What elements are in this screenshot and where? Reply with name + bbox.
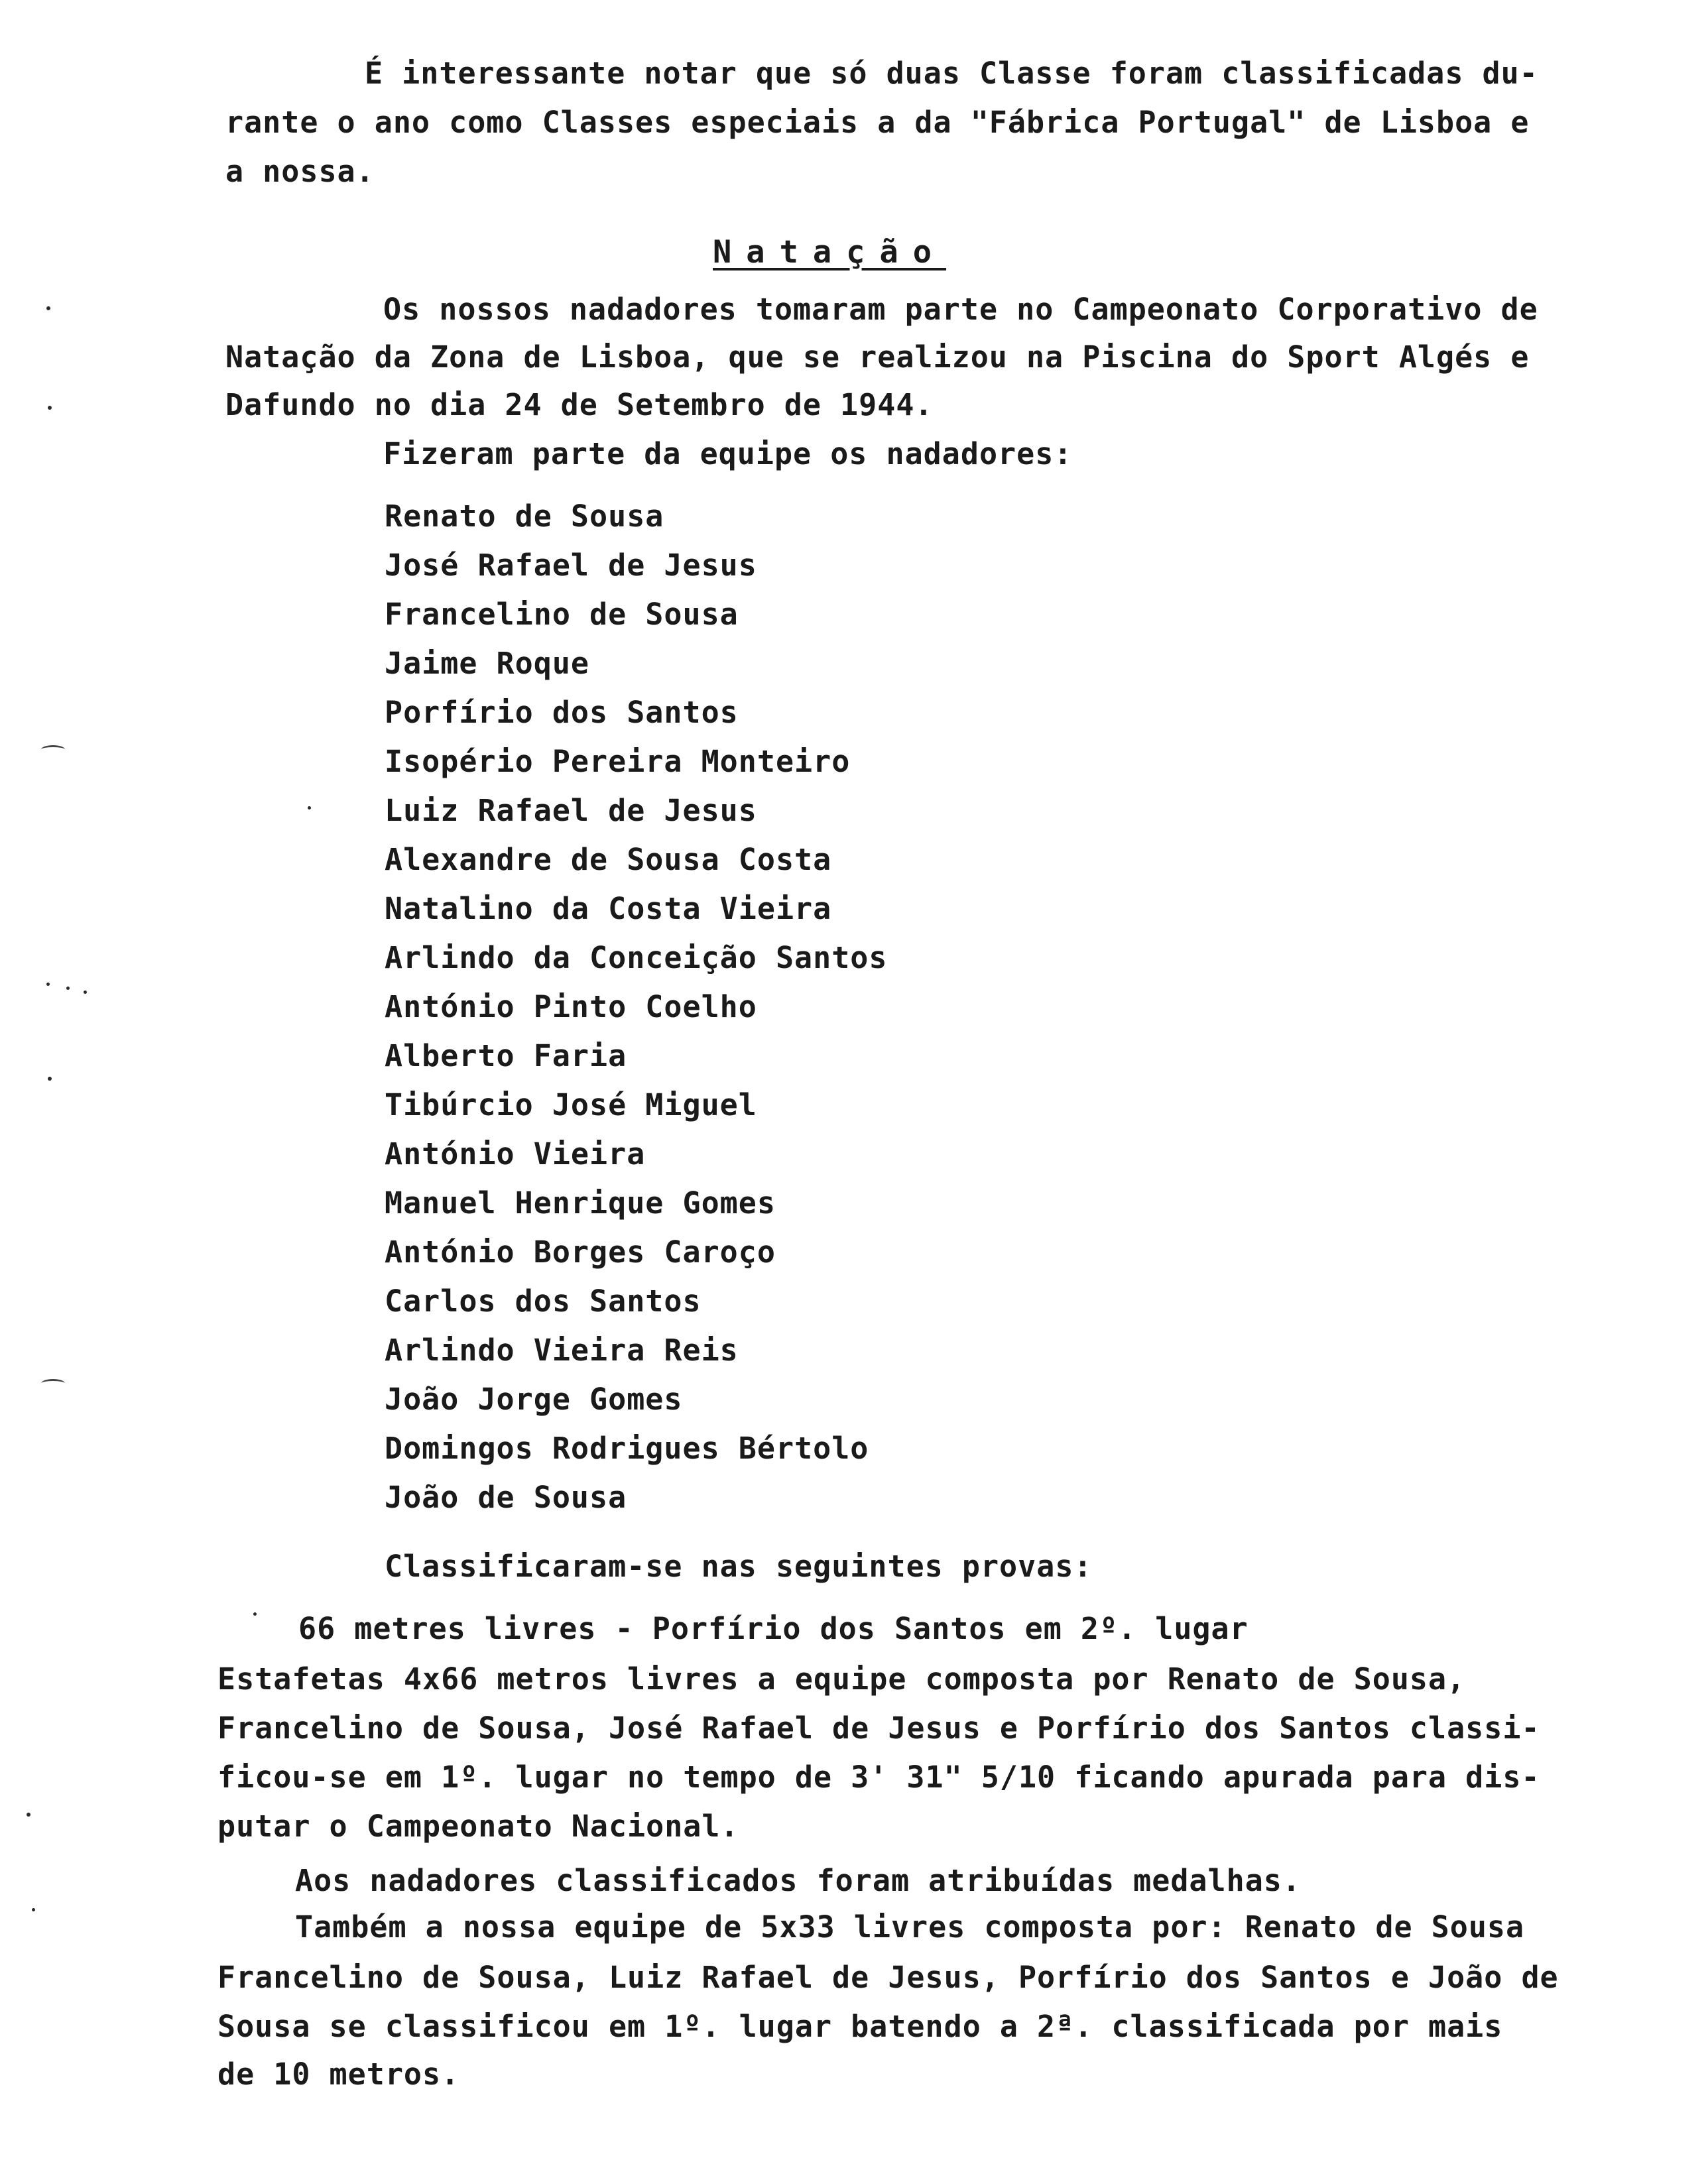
result-line-2: Estafetas 4x66 metros livres a equipe composta por Renato de Sousa, [217,1661,1466,1697]
list-item: António Pinto Coelho [385,989,757,1024]
result-line-4: ficou-se em 1º. lugar no tempo de 3' 31" 5/10 ficando apurada para dis- [217,1760,1540,1795]
paragraph-line-3: Dafundo no dia 24 de Setembro de 1944. [225,387,934,422]
list-item: António Borges Caroço [385,1234,776,1270]
medals-line: Aos nadadores classificados foram atribuídas medalhas. [295,1863,1301,1898]
scan-speck [66,987,70,990]
result-line-3: Francelino de Sousa, José Rafael de Jesus e Porfírio dos Santos classi- [217,1711,1540,1746]
list-item: Jaime Roque [385,646,590,681]
scan-speck [27,1813,30,1817]
scan-speck [46,306,50,310]
list-item: Tibúrcio José Miguel [385,1087,757,1122]
list-item: Porfírio dos Santos [385,695,739,730]
list-item: Arlindo Vieira Reis [385,1333,739,1368]
paragraph-line-1: Os nossos nadadores tomaram parte no Campeonato Corporativo de [383,292,1538,327]
list-item: Carlos dos Santos [385,1284,702,1319]
list-item: João Jorge Gomes [385,1382,683,1417]
result-line-5: putar o Campeonato Nacional. [217,1809,739,1844]
scan-speck [84,991,87,994]
list-item: Natalino da Costa Vieira [385,891,832,926]
relay-line-4: de 10 metros. [217,2057,460,2092]
list-item: José Rafael de Jesus [385,548,757,583]
scan-speck [32,1908,35,1911]
intro-line-3: a nossa. [225,154,375,189]
section-heading: Natação [713,234,947,270]
list-item: Domingos Rodrigues Bértolo [385,1431,869,1466]
list-item: António Vieira [385,1136,646,1172]
paragraph-line-2: Natação da Zona de Lisboa, que se realizou na Piscina do Sport Algés e [225,339,1530,375]
scan-speck [308,806,311,810]
relay-line-2: Francelino de Sousa, Luiz Rafael de Jesus, Porfírio dos Santos e João de [217,1960,1559,1995]
relay-line-1: Também a nossa equipe de 5x33 livres composta por: Renato de Sousa [295,1909,1525,1945]
list-item: Alexandre de Sousa Costa [385,842,832,877]
result-line-1: 66 metres livres - Porfírio dos Santos em 2º. lugar [298,1611,1249,1646]
intro-line-1: É interessante notar que só duas Classe foram classificadas du- [365,56,1538,91]
scan-mark [41,745,65,754]
list-item: Francelino de Sousa [385,597,739,632]
list-item: Isopério Pereira Monteiro [385,744,851,779]
relay-line-3: Sousa se classificou em 1º. lugar batendo a 2ª. classificada por mais [217,2009,1503,2044]
list-item: Alberto Faria [385,1038,627,1073]
scan-speck [253,1612,257,1616]
list-item: Luiz Rafael de Jesus [385,793,757,828]
list-item: Renato de Sousa [385,499,664,534]
scan-mark [41,1379,65,1388]
scan-speck [46,983,50,986]
intro-line-2: rante o ano como Classes especiais a da "Fábrica Portugal" de Lisboa e [225,105,1530,140]
scan-speck [48,1077,52,1081]
results-intro: Classificaram-se nas seguintes provas: [385,1549,1093,1584]
list-item: João de Sousa [385,1480,627,1515]
list-item: Arlindo da Conceição Santos [385,940,888,975]
list-item: Manuel Henrique Gomes [385,1185,776,1221]
scan-speck [48,406,52,410]
team-intro: Fizeram parte da equipe os nadadores: [383,436,1073,471]
